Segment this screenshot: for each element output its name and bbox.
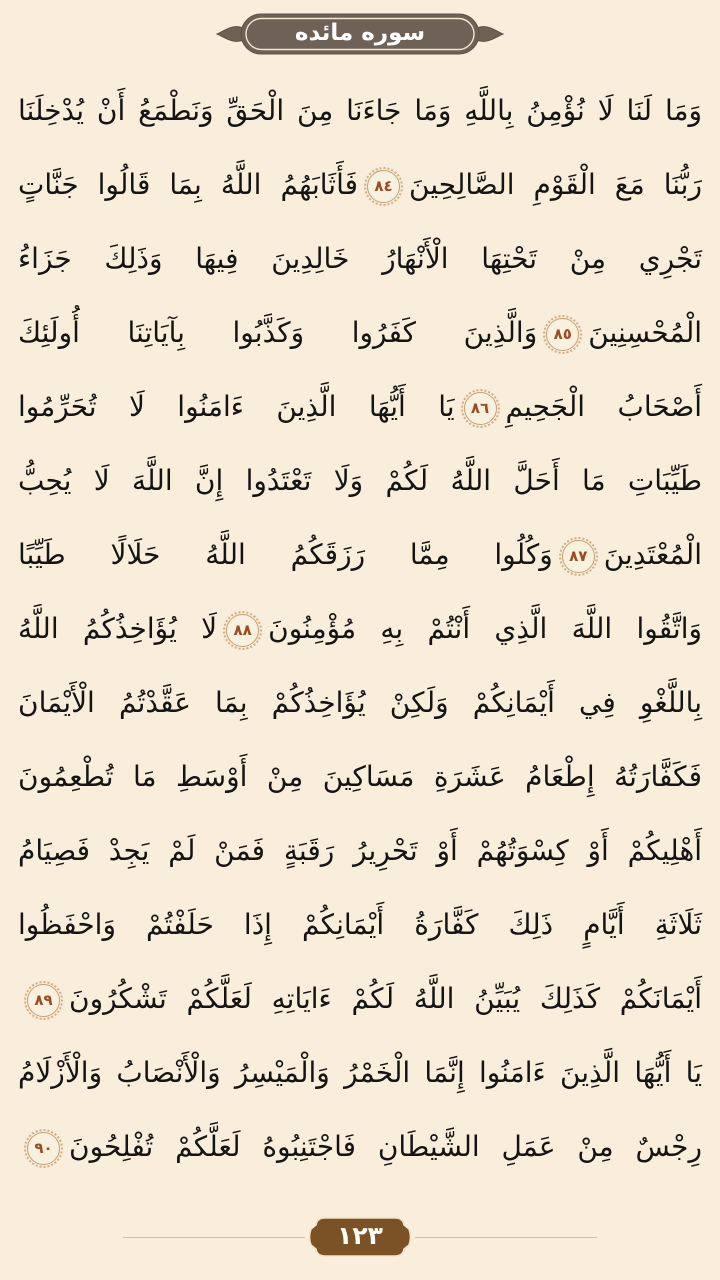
verse-number-marker <box>27 1132 60 1165</box>
ayah-text: وَالَّذِينَ كَفَرُوا وَكَذَّبُوا بِآيَاتِنَا أُولَئِكَ <box>18 316 538 349</box>
mushaf-text <box>0 68 720 1194</box>
page-header <box>0 0 720 68</box>
mushaf-line <box>18 888 702 962</box>
verse-number-marker <box>27 984 60 1017</box>
mushaf-line <box>18 296 702 370</box>
ayah-text: طَيِّبَاتِ مَا أَحَلَّ اللَّهُ لَكُمْ وَلَا تَعْتَدُوا إِنَّ اللَّهَ لَا يُحِبُّ <box>18 464 702 497</box>
mushaf-line <box>18 814 702 888</box>
verse-number: ٨٩ <box>34 991 53 1009</box>
ayah-text: فَأَثَابَهُمُ اللَّهُ بِمَا قَالُوا جَنَّاتٍ <box>18 168 359 201</box>
ayah-text: وَكُلُوا مِمَّا رَزَقَكُمُ اللَّهُ حَلَالًا طَيِّبًا <box>18 538 553 571</box>
verse-number: ٨٤ <box>374 177 393 195</box>
ayah-text: رَبُّنَا مَعَ الْقَوْمِ الصَّالِحِينَ <box>409 168 702 201</box>
mushaf-line <box>18 1110 702 1184</box>
verse-number: ٨٨ <box>233 621 252 639</box>
verse-number-marker <box>367 170 400 203</box>
verse-number-marker <box>464 392 497 425</box>
page-footer <box>0 1194 720 1280</box>
verse-number: ٨٥ <box>553 325 572 343</box>
mushaf-line <box>18 740 702 814</box>
ayah-text: الْمُحْسِنِينَ <box>588 316 702 349</box>
ayah-text: تَجْرِي مِنْ تَحْتِهَا الْأَنْهَارُ خَالِدِينَ فِيهَا وَذَلِكَ جَزَاءُ <box>18 242 702 275</box>
ayah-text: ثَلَاثَةِ أَيَّامٍ ذَلِكَ كَفَّارَةُ أَيْمَانِكُمْ إِذَا حَلَفْتُمْ وَاحْفَظُوا <box>18 908 702 941</box>
ayah-text: أَيْمَانَكُمْ كَذَلِكَ يُبَيِّنُ اللَّهُ لَكُمْ ءَايَاتِهِ لَعَلَّكُمْ تَشْكُرُونَ <box>69 982 702 1015</box>
mushaf-line <box>18 962 702 1036</box>
mushaf-line <box>18 74 702 148</box>
ayah-text: أَصْحَابُ الْجَحِيمِ <box>505 390 702 423</box>
ayah-text: أَهْلِيكُمْ أَوْ كِسْوَتُهُمْ أَوْ تَحْرِيرُ رَقَبَةٍ فَمَنْ لَمْ يَجِدْ فَصِيَامُ <box>18 834 702 867</box>
surah-title-badge <box>215 11 505 57</box>
verse-number: ٨٦ <box>470 399 490 417</box>
ayah-text: الْمُعْتَدِينَ <box>603 538 702 571</box>
page-number: ١٢٣ <box>337 1221 383 1250</box>
verse-number-marker <box>546 318 579 351</box>
mushaf-line <box>18 1036 702 1110</box>
ayah-text: يَا أَيُّهَا الَّذِينَ ءَامَنُوا إِنَّمَا الْخَمْرُ وَالْمَيْسِرُ وَالْأَنْصَابُ وَالْأَزْلَامُ <box>18 1056 702 1089</box>
footer-rule-right <box>415 1237 597 1238</box>
ayah-text: رِجْسٌ مِنْ عَمَلِ الشَّيْطَانِ فَاجْتَنِبُوهُ لَعَلَّكُمْ تُفْلِحُونَ <box>69 1130 702 1163</box>
ayah-text: يَا أَيُّهَا الَّذِينَ ءَامَنُوا لَا تُحَرِّمُوا <box>18 390 455 423</box>
ayah-text: لَا يُؤَاخِذُكُمُ اللَّهُ <box>18 612 218 645</box>
verse-number: ٨٧ <box>569 547 588 565</box>
ayah-text: وَمَا لَنَا لَا نُؤْمِنُ بِاللَّهِ وَمَا جَاءَنَا مِنَ الْحَقِّ وَنَطْمَعُ أَنْ يُدْخِلَنَا <box>18 94 702 127</box>
verse-number: ٩٠ <box>34 1139 53 1157</box>
mushaf-line <box>18 444 702 518</box>
verse-number-marker <box>226 614 259 647</box>
mushaf-line <box>18 518 702 592</box>
mushaf-line <box>18 666 702 740</box>
page-number-badge <box>307 1215 413 1259</box>
mushaf-line <box>18 148 702 222</box>
mushaf-line <box>18 592 702 666</box>
footer-rule-left <box>123 1237 305 1238</box>
mushaf-line <box>18 222 702 296</box>
ayah-text: بِاللَّغْوِ فِي أَيْمَانِكُمْ وَلَكِنْ يُؤَاخِذُكُمْ بِمَا عَقَّدْتُمُ الْأَيْمَانَ <box>18 686 702 719</box>
surah-title: سوره مائده <box>294 20 426 46</box>
ayah-text: فَكَفَّارَتُهُ إِطْعَامُ عَشَرَةِ مَسَاكِينَ مِنْ أَوْسَطِ مَا تُطْعِمُونَ <box>18 760 702 793</box>
mushaf-line <box>18 370 702 444</box>
verse-number-marker <box>562 540 595 573</box>
ayah-text: وَاتَّقُوا اللَّهَ الَّذِي أَنْتُمْ بِهِ مُؤْمِنُونَ <box>268 612 703 645</box>
